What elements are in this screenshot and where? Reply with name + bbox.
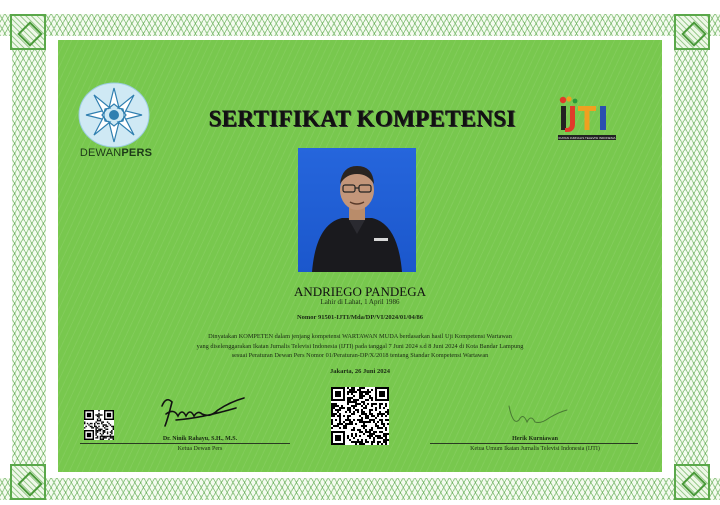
statement-line-2: yang diselenggarakan Ikatan Jurnalis Televisi Indonesia (IJTI) pada tanggal 7 Juni 2024 s.d 8 Juni 2024 di Kota Bandar Lampung [196, 343, 524, 350]
place-date: Jakarta, 26 Juni 2024 [330, 368, 390, 375]
statement-line-3: sesuai Peraturan Dewan Pers Nomor 01/Peraturan-DP/X/2018 tentang Standar Kompetensi Wartawan [231, 352, 489, 359]
recipient-photo [298, 148, 416, 272]
corner-ornament-top-right [674, 14, 710, 50]
statement-line-1: Dinyatakan KOMPETEN dalam jenjang kompetensi WARTAWAN MUDA berdasarkan hasil Uji Kompetensi Wartawan [208, 333, 512, 340]
certificate-number: Nomor 91501-IJTI/Mda/DP/VI/2024/01/04/86 [296, 314, 424, 321]
birth-info: Lahir di Lahat, 1 April 1986 [320, 298, 400, 306]
border-top [0, 14, 720, 36]
dewan-pers-wordmark-regular: DEWAN [79, 147, 122, 159]
border-bottom [0, 478, 720, 500]
signature-line-right [430, 443, 638, 444]
qr-code-verification-icon [331, 387, 389, 445]
signatory-right-title: Ketua Umum Ikatan Jurnalis Televisi Indonesia (IJTI) [470, 446, 600, 452]
ijti-caption-text: IKATAN JURNALIS TELEVISI INDONESIA [558, 136, 616, 140]
dewan-pers-logo-icon [78, 82, 150, 148]
signature-chair-dewan-pers [156, 392, 248, 428]
signatory-right-name: Herik Kurniawan [512, 436, 558, 442]
corner-ornament-bottom-right [674, 464, 710, 500]
certificate-title: SERTIFIKAT KOMPETENSI [208, 106, 516, 131]
border-right [674, 14, 708, 500]
signatory-left-title: Ketua Dewan Pers [177, 446, 223, 452]
recipient-name: ANDRIEGO PANDEGA [293, 284, 427, 299]
dewan-pers-wordmark [74, 147, 158, 159]
dewan-pers-wordmark-bold: PERS [121, 147, 153, 159]
border-left [12, 14, 46, 500]
signatory-left-name: Dr. Ninik Rahayu, S.H., M.S. [162, 436, 238, 442]
corner-ornament-top-left [10, 14, 46, 50]
ijti-logo-icon [554, 95, 624, 147]
signature-line-left [80, 443, 290, 444]
signature-chair-ijti [505, 400, 571, 430]
corner-ornament-bottom-left [10, 464, 46, 500]
